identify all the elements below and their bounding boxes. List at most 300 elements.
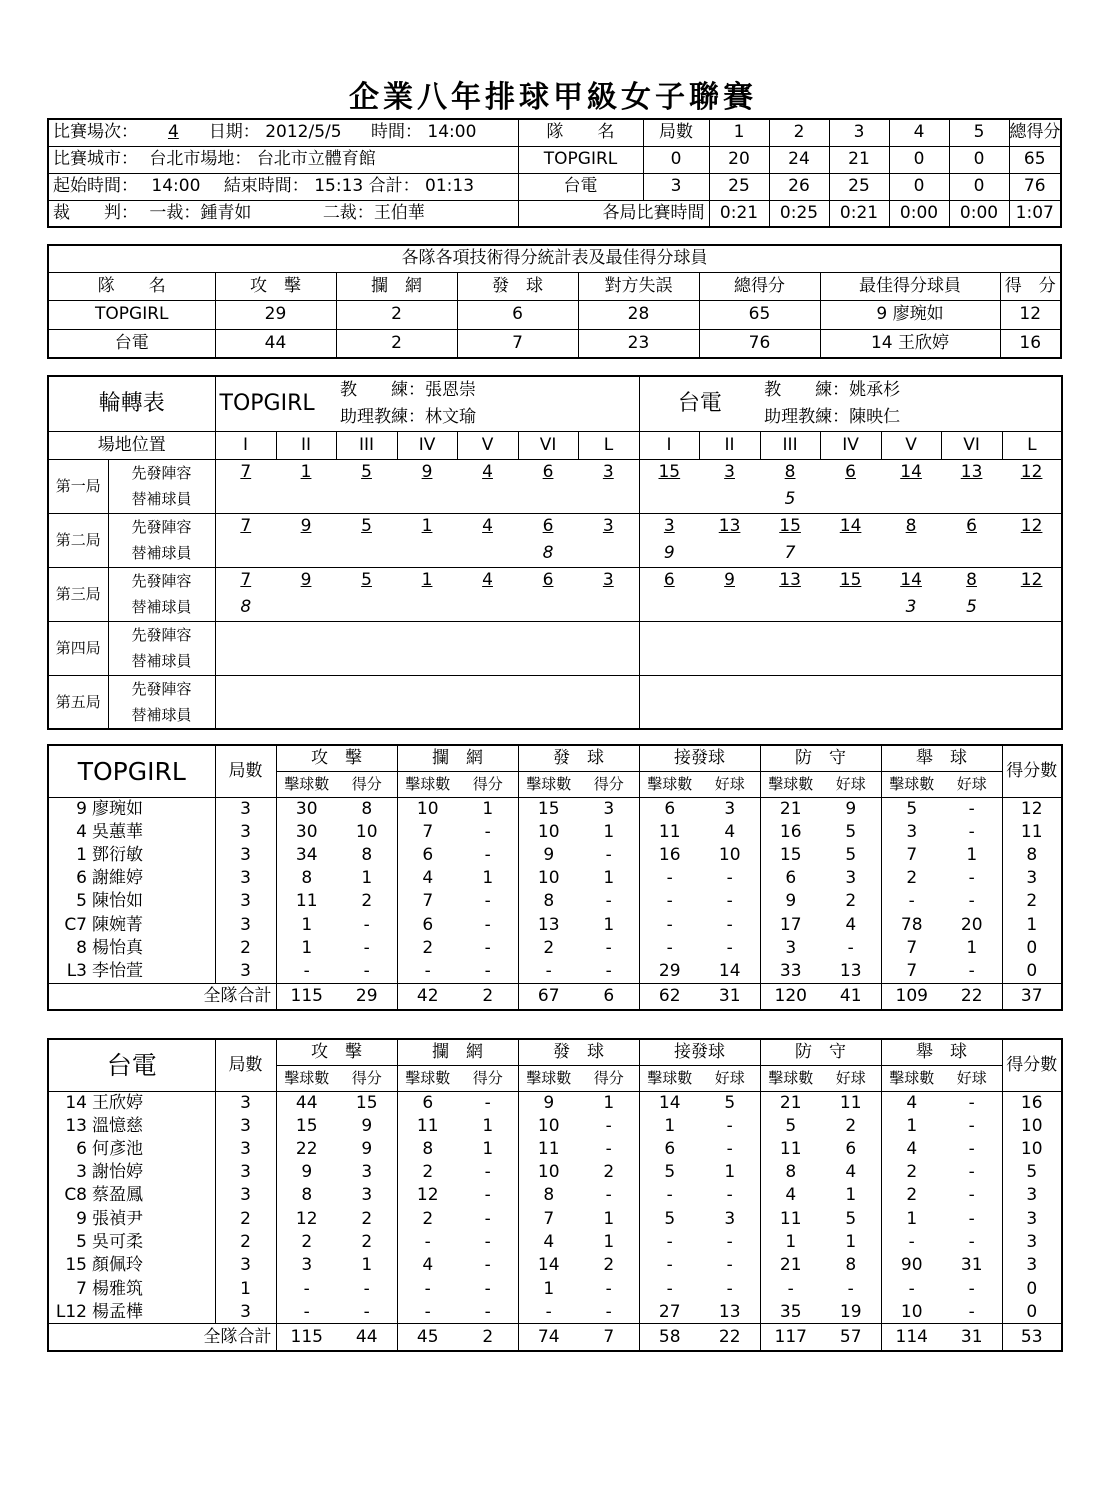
stat-cell: 8 — [518, 890, 579, 913]
team-total-cell: 44 — [337, 1324, 397, 1351]
player-row — [48, 1091, 1062, 1114]
stat-cell: 5 — [821, 1207, 881, 1230]
sub-number — [215, 486, 276, 513]
starter-number: 1 — [276, 459, 336, 486]
sub-number — [639, 486, 699, 513]
stat-cell: 6 — [397, 844, 458, 867]
subs-label: 替補球員 — [108, 486, 215, 513]
stat-cell: 9 — [760, 890, 821, 913]
stat-cell: 8 — [518, 1184, 579, 1207]
stat-cell: 15 — [760, 844, 821, 867]
starter-number: 8 — [881, 513, 941, 540]
stat-sub-header: 擊球數 — [276, 771, 337, 797]
stat-group-header: 接發球 — [639, 745, 760, 771]
starters-label: 先發陣容 — [108, 513, 215, 540]
stat-cell: 10 — [337, 820, 397, 843]
stat-cell: 10 — [518, 1161, 579, 1184]
score-header-cell: 隊 名 — [518, 119, 643, 146]
team2-coach: 姚承杉 — [849, 380, 901, 401]
stat-cell: 1 — [942, 844, 1002, 867]
empty-set-team2 — [639, 675, 1062, 729]
tech-row: 台電 44 2 7 23 76 14 王欣婷 16 — [48, 329, 1061, 358]
player-name: 鄧衍敏 — [92, 844, 143, 865]
stat-cell: 2 — [579, 1254, 639, 1277]
stat-cell: 31 — [942, 1254, 1002, 1277]
team-total-cell: 41 — [821, 983, 881, 1010]
stat-cell: - — [337, 1277, 397, 1300]
stat-cell: 33 — [760, 960, 821, 983]
sub-number — [276, 540, 336, 567]
stat-cell: - — [639, 1277, 700, 1300]
stat-sub-header: 好球 — [821, 1065, 881, 1091]
team-name: 台電 — [48, 1039, 215, 1091]
starter-number: 14 — [820, 513, 881, 540]
stat-cell: 8 — [276, 867, 337, 890]
rotation-set-row — [48, 513, 1062, 540]
stat-cell: - — [579, 1301, 639, 1324]
player-name: 張禎尹 — [92, 1208, 143, 1229]
stat-sub-header: 擊球數 — [518, 1065, 579, 1091]
player-name: 李怡萱 — [92, 961, 143, 982]
position-header: V — [881, 431, 941, 459]
stat-cell: - — [337, 1301, 397, 1324]
player-name: 顏佩玲 — [92, 1255, 143, 1276]
player-row — [48, 1231, 1062, 1254]
stat-cell: 2 — [397, 937, 458, 960]
stat-sub-header: 擊球數 — [881, 771, 942, 797]
stat-group-header: 防 守 — [760, 1039, 881, 1065]
stat-cell: 5 — [639, 1207, 700, 1230]
player-row — [48, 1277, 1062, 1300]
starter-number: 5 — [336, 513, 397, 540]
stat-cell: 14 — [700, 960, 760, 983]
starter-number: 4 — [457, 567, 518, 594]
player-row — [48, 937, 1062, 960]
stat-cell: - — [397, 1231, 458, 1254]
player-row — [48, 797, 1062, 820]
stat-cell: 5 — [760, 1114, 821, 1137]
player-number: 5 — [76, 1232, 87, 1253]
stat-group-header: 接發球 — [639, 1039, 760, 1065]
stat-cell: - — [579, 890, 639, 913]
player-row — [48, 1207, 1062, 1230]
team-total-row — [48, 983, 1062, 1010]
stat-sub-header: 得分 — [337, 1065, 397, 1091]
stat-cell: - — [942, 1114, 1002, 1137]
stat-cell: 0 — [1002, 1277, 1062, 1300]
stat-cell: 0 — [1002, 960, 1062, 983]
stat-cell: - — [942, 960, 1002, 983]
player-name: 蔡盈鳳 — [92, 1185, 143, 1206]
stat-cell: 1 — [579, 1231, 639, 1254]
stat-cell: - — [397, 1301, 458, 1324]
stat-cell: 29 — [639, 960, 700, 983]
starter-number: 9 — [276, 513, 336, 540]
team-total-cell: 58 — [639, 1324, 700, 1351]
stat-cell: - — [518, 960, 579, 983]
stat-sub-header: 好球 — [700, 771, 760, 797]
match-info-row: 比賽場次： 4 日期： 2012/5/5 時間： 14:00 — [48, 119, 518, 146]
team-total-cell: 22 — [942, 983, 1002, 1010]
stat-sub-header: 好球 — [942, 771, 1002, 797]
stat-cell: 2 — [821, 890, 881, 913]
team-total-cell: 45 — [397, 1324, 458, 1351]
stat-sub-header: 得分 — [579, 1065, 639, 1091]
starter-number: 6 — [518, 459, 578, 486]
starter-number: 12 — [1002, 459, 1062, 486]
stat-sub-header: 得分 — [458, 771, 518, 797]
stat-cell: 10 — [1002, 1138, 1062, 1161]
stat-sub-header: 擊球數 — [276, 1065, 337, 1091]
stat-cell: 3 — [337, 1184, 397, 1207]
position-header: II — [276, 431, 336, 459]
sub-number — [881, 486, 941, 513]
stat-cell: - — [700, 1254, 760, 1277]
stat-cell: 3 — [215, 913, 276, 936]
starter-number: 1 — [397, 567, 457, 594]
player-number: 9 — [76, 1208, 87, 1229]
stat-cell: 3 — [1002, 867, 1062, 890]
stat-cell: 8 — [337, 844, 397, 867]
player-name-cell — [48, 960, 215, 983]
stat-cell: 0 — [1002, 937, 1062, 960]
venue: 台北市立體育館 — [256, 149, 376, 170]
stat-cell: - — [579, 844, 639, 867]
starter-number: 9 — [276, 567, 336, 594]
starter-number: 3 — [578, 459, 639, 486]
score-header-cell: 1 — [709, 119, 769, 146]
stat-cell: 6 — [821, 1138, 881, 1161]
stat-cell: - — [942, 1301, 1002, 1324]
stat-cell: - — [700, 1138, 760, 1161]
position-header: III — [336, 431, 397, 459]
stat-group-header: 攻 擊 — [276, 745, 397, 771]
stat-cell: 11 — [760, 1207, 821, 1230]
stat-group-header: 攔 網 — [397, 745, 518, 771]
player-name-cell — [48, 1184, 215, 1207]
stat-cell: 11 — [1002, 820, 1062, 843]
stat-cell: - — [700, 1231, 760, 1254]
stat-cell: - — [579, 960, 639, 983]
stat-cell: 1 — [579, 1091, 639, 1114]
position-header: L — [1002, 431, 1062, 459]
stat-sub-header: 得分 — [458, 1065, 518, 1091]
stat-cell: 3 — [215, 1091, 276, 1114]
stat-cell: 13 — [821, 960, 881, 983]
subs-label: 替補球員 — [108, 702, 215, 729]
sub-number: 5 — [760, 486, 820, 513]
stat-cell: - — [639, 1254, 700, 1277]
stat-cell: 8 — [337, 797, 397, 820]
sub-number — [457, 594, 518, 621]
sub-number: 3 — [881, 594, 941, 621]
sub-number — [941, 540, 1002, 567]
stat-cell: 3 — [215, 1254, 276, 1277]
stat-cell: 9 — [276, 1161, 337, 1184]
player-name: 楊怡真 — [92, 938, 143, 959]
stat-sub-header: 得分 — [337, 771, 397, 797]
stat-cell: - — [639, 1231, 700, 1254]
stat-cell: 4 — [397, 1254, 458, 1277]
team1-name: TOPGIRL — [215, 376, 336, 431]
subs-label: 替補球員 — [108, 594, 215, 621]
stat-cell: 3 — [215, 820, 276, 843]
best-scorer: 14 王欣婷 — [820, 329, 1000, 358]
rotation-set-row — [48, 567, 1062, 594]
stat-cell: 5 — [1002, 1161, 1062, 1184]
stat-cell: - — [821, 937, 881, 960]
starter-number: 13 — [699, 513, 760, 540]
player-name: 謝維婷 — [92, 868, 143, 889]
sub-number — [820, 594, 881, 621]
stat-cell: - — [579, 1184, 639, 1207]
player-row — [48, 1138, 1062, 1161]
best-scorer: 9 廖琬如 — [820, 300, 1000, 329]
position-header: VI — [518, 431, 578, 459]
first-referee: 鍾青如 — [200, 202, 252, 223]
stat-cell: 3 — [215, 1184, 276, 1207]
sub-number — [699, 540, 760, 567]
stat-cell: 13 — [518, 913, 579, 936]
sub-number — [457, 486, 518, 513]
stat-cell: 1 — [276, 913, 337, 936]
starter-number: 9 — [699, 567, 760, 594]
stat-cell: 15 — [276, 1114, 337, 1137]
stat-cell: 16 — [760, 820, 821, 843]
stat-cell: 3 — [881, 820, 942, 843]
sub-number — [397, 486, 457, 513]
stat-cell: 4 — [881, 1091, 942, 1114]
team-total-cell: 117 — [760, 1324, 821, 1351]
player-row — [48, 1161, 1062, 1184]
score-team-1: TOPGIRL — [518, 146, 643, 173]
team-name: TOPGIRL — [48, 745, 215, 797]
starter-number: 14 — [881, 567, 941, 594]
stat-cell: - — [942, 797, 1002, 820]
stat-cell: 7 — [881, 937, 942, 960]
stat-cell: - — [458, 1207, 518, 1230]
player-number: 4 — [76, 821, 87, 842]
match-time: 14:00 — [427, 122, 477, 143]
set-label: 第四局 — [48, 621, 108, 675]
points-header: 得分數 — [1002, 745, 1062, 797]
stat-cell: - — [276, 960, 337, 983]
stat-cell: 4 — [821, 913, 881, 936]
sub-number: 7 — [760, 540, 820, 567]
stat-cell: 1 — [821, 1231, 881, 1254]
stat-cell: - — [458, 937, 518, 960]
player-name: 廖琬如 — [92, 798, 143, 819]
sub-number — [639, 594, 699, 621]
stat-cell: 20 — [942, 913, 1002, 936]
stat-cell: 10 — [518, 820, 579, 843]
stat-cell: 3 — [1002, 1254, 1062, 1277]
stat-cell: 3 — [276, 1254, 337, 1277]
stat-cell: 1 — [821, 1184, 881, 1207]
stat-cell: 1 — [337, 867, 397, 890]
player-name-cell — [48, 867, 215, 890]
position-header: IV — [397, 431, 457, 459]
stat-cell: - — [942, 890, 1002, 913]
stat-cell: - — [458, 844, 518, 867]
player-name: 陳婉菁 — [92, 914, 143, 935]
stat-cell: 10 — [397, 797, 458, 820]
empty-set-team2 — [639, 621, 1062, 675]
stat-cell: 3 — [760, 937, 821, 960]
stat-group-header: 攔 網 — [397, 1039, 518, 1065]
stat-cell: 5 — [821, 844, 881, 867]
stat-cell: 2 — [579, 1161, 639, 1184]
stat-sub-header: 得分 — [579, 771, 639, 797]
player-name: 吳可柔 — [92, 1232, 143, 1253]
stat-cell: - — [639, 1184, 700, 1207]
rotation-set-row — [48, 621, 1062, 648]
player-name-cell — [48, 797, 215, 820]
stat-cell: 12 — [397, 1184, 458, 1207]
stat-cell: - — [942, 1277, 1002, 1300]
starter-number: 7 — [215, 567, 276, 594]
stat-cell: 12 — [1002, 797, 1062, 820]
empty-set-team1 — [215, 675, 639, 729]
stat-cell: - — [458, 1184, 518, 1207]
sub-number — [578, 594, 639, 621]
position-header: VI — [941, 431, 1002, 459]
player-row — [48, 1254, 1062, 1277]
stat-cell: 7 — [397, 890, 458, 913]
player-name: 溫憶慈 — [92, 1115, 143, 1136]
stat-cell: - — [458, 1091, 518, 1114]
sub-number — [336, 594, 397, 621]
starter-number: 3 — [699, 459, 760, 486]
stat-cell: 13 — [700, 1301, 760, 1324]
stat-cell: 6 — [397, 913, 458, 936]
starter-number: 6 — [518, 513, 578, 540]
points-header: 得分數 — [1002, 1039, 1062, 1091]
stat-cell: 21 — [760, 1091, 821, 1114]
starter-number: 3 — [578, 567, 639, 594]
score-header-cell: 總得分 — [1009, 119, 1061, 146]
stat-cell: 2 — [881, 1184, 942, 1207]
player-name-cell — [48, 1114, 215, 1137]
stat-cell: 1 — [881, 1114, 942, 1137]
player-name-cell — [48, 1207, 215, 1230]
stat-cell: 3 — [215, 960, 276, 983]
stat-cell: - — [579, 937, 639, 960]
player-row — [48, 820, 1062, 843]
stat-cell: - — [579, 1138, 639, 1161]
team1-coach: 張恩崇 — [425, 380, 477, 401]
stat-cell: 2 — [1002, 890, 1062, 913]
sub-number — [215, 540, 276, 567]
player-number: 15 — [65, 1255, 87, 1276]
starter-number: 8 — [941, 567, 1002, 594]
stat-cell: - — [942, 820, 1002, 843]
sub-number — [518, 594, 578, 621]
team2-name: 台電 — [639, 376, 760, 431]
sets-header: 局數 — [215, 1039, 276, 1091]
stat-cell: 16 — [639, 844, 700, 867]
tech-row: TOPGIRL 29 2 6 28 65 9 廖琬如 12 — [48, 300, 1061, 329]
stat-cell: 9 — [518, 844, 579, 867]
team-total-cell: 57 — [821, 1324, 881, 1351]
stat-cell: - — [942, 1184, 1002, 1207]
team-total-cell: 29 — [337, 983, 397, 1010]
stat-cell: 8 — [821, 1254, 881, 1277]
total-time: 01:13 — [425, 176, 475, 197]
sub-number — [276, 594, 336, 621]
player-row — [48, 913, 1062, 936]
player-name-cell — [48, 1161, 215, 1184]
player-name: 王欣婷 — [92, 1092, 143, 1113]
stat-cell: 2 — [276, 1231, 337, 1254]
stat-cell: - — [458, 1277, 518, 1300]
stat-sub-header: 擊球數 — [760, 771, 821, 797]
stat-cell: - — [458, 1231, 518, 1254]
stat-cell: - — [458, 1161, 518, 1184]
player-name-cell — [48, 1091, 215, 1114]
stat-cell: 2 — [881, 867, 942, 890]
stat-cell: 14 — [639, 1091, 700, 1114]
stat-cell: 10 — [881, 1301, 942, 1324]
player-name: 楊雅筑 — [92, 1278, 143, 1299]
stat-sub-header: 擊球數 — [639, 1065, 700, 1091]
stat-cell: 2 — [337, 1207, 397, 1230]
stat-cell: 2 — [881, 1161, 942, 1184]
stat-cell: - — [881, 890, 942, 913]
score-team-2: 台電 — [518, 173, 643, 200]
player-number: 3 — [76, 1162, 87, 1183]
stat-cell: 5 — [639, 1161, 700, 1184]
stat-sub-header: 好球 — [821, 771, 881, 797]
team-total-cell: 62 — [639, 983, 700, 1010]
stat-cell: 3 — [215, 1301, 276, 1324]
sub-number — [820, 540, 881, 567]
player-name-cell — [48, 820, 215, 843]
stat-cell: 90 — [881, 1254, 942, 1277]
starter-number: 7 — [215, 513, 276, 540]
stat-cell: 34 — [276, 844, 337, 867]
starter-number: 6 — [941, 513, 1002, 540]
stat-cell: 2 — [337, 890, 397, 913]
stat-cell: 21 — [760, 797, 821, 820]
stat-cell: 5 — [821, 820, 881, 843]
stat-group-header: 防 守 — [760, 745, 881, 771]
player-name: 吳蕙華 — [92, 821, 143, 842]
stat-cell: 2 — [215, 1231, 276, 1254]
stat-cell: - — [458, 1301, 518, 1324]
stat-group-header: 舉 球 — [881, 745, 1002, 771]
match-info-table: 比賽場次： 4 日期： 2012/5/5 時間： 14:00 隊 名 局數 1 2 3 4 5 總得分 比賽城市： 台北市場地： 台北市立體育館 TOPGIRL 0 20 24 21 0 0 65 起始時間： 14:00 結束時間： 15:13 合計： 01:13 台電 3 25 26 25 0 0 76 裁 判： 一裁：鍾青如 二裁：王伯華 各局比賽時間 0:21 0:25 0:21 0:00 0:00 1:07 — [47, 118, 1062, 228]
starter-number: 6 — [518, 567, 578, 594]
stat-cell: - — [942, 1207, 1002, 1230]
stat-cell: - — [942, 1161, 1002, 1184]
stat-cell: 1 — [337, 1254, 397, 1277]
stat-cell: 15 — [337, 1091, 397, 1114]
player-number: L12 — [55, 1301, 87, 1322]
player-number: 8 — [76, 938, 87, 959]
second-referee: 王伯華 — [373, 202, 425, 223]
team2-assistant: 陳映仁 — [849, 406, 901, 427]
stat-group-header: 舉 球 — [881, 1039, 1002, 1065]
stat-cell: - — [881, 1231, 942, 1254]
stat-cell: 2 — [215, 937, 276, 960]
end-time: 15:13 — [314, 176, 364, 197]
team-total-label: 全隊合計 — [48, 1324, 276, 1351]
stat-cell: 2 — [337, 1231, 397, 1254]
player-number: 9 — [76, 798, 87, 819]
stat-cell: 4 — [881, 1138, 942, 1161]
empty-set-team1 — [215, 621, 639, 675]
